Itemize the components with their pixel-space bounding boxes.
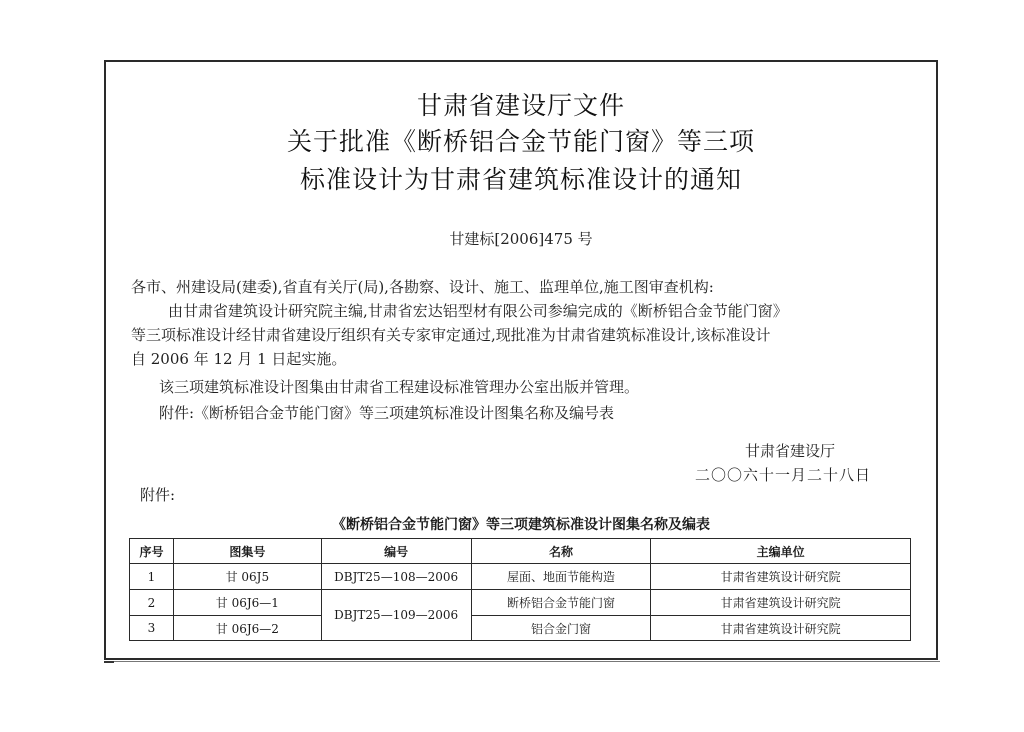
cell-code: DBJT25—108—2006 <box>321 564 471 590</box>
cell-name: 铝合金门窗 <box>471 616 651 641</box>
attachment-note: 附件:《断桥铝合金节能门窗》等三项建筑标准设计图集名称及编号表 <box>159 404 615 422</box>
cell-atlas: 甘 06J6—2 <box>173 616 321 641</box>
addressee: 各市、州建设局(建委),省直有关厅(局),各勘察、设计、施工、监理单位,施工图审查机构: <box>131 278 714 296</box>
table-row <box>130 616 911 641</box>
table-header-row <box>130 539 911 564</box>
page-bottom-rule <box>104 661 940 662</box>
attachment-label: 附件: <box>140 486 176 504</box>
signature-org: 甘肃省建设厅 <box>745 442 836 460</box>
column-header-no: 序号 <box>130 539 174 564</box>
cell-name: 断桥铝合金节能门窗 <box>471 590 651 616</box>
column-header-name: 名称 <box>471 539 651 564</box>
paragraph-2: 该三项建筑标准设计图集由甘肃省工程建设标准管理办公室出版并管理。 <box>159 378 640 396</box>
cell-atlas: 甘 06J6—1 <box>173 590 321 616</box>
title-issuer: 甘肃省建设厅文件 <box>416 91 625 120</box>
cell-code-merged: DBJT25—109—2006 <box>321 590 471 641</box>
title-line-3: 标准设计为甘肃省建筑标准设计的通知 <box>299 165 742 194</box>
column-header-code: 编号 <box>321 539 471 564</box>
paragraph-1-line-3: 自 2006 年 12 月 1 日起实施。 <box>131 350 347 368</box>
cell-atlas: 甘 06J5 <box>173 564 321 590</box>
signature-date: 二〇〇六十一月二十八日 <box>695 466 872 484</box>
title-line-2: 关于批准《断桥铝合金节能门窗》等三项 <box>286 127 755 156</box>
cell-no: 1 <box>130 564 174 590</box>
cell-unit: 甘肃省建筑设计研究院 <box>651 616 911 641</box>
atlas-table <box>129 538 911 641</box>
cell-unit: 甘肃省建筑设计研究院 <box>651 590 911 616</box>
table-title: 《断桥铝合金节能门窗》等三项建筑标准设计图集名称及编表 <box>332 517 710 533</box>
table-row <box>130 564 911 590</box>
paragraph-1-line-2: 等三项标准设计经甘肃省建设厅组织有关专家审定通过,现批准为甘肃省建筑标准设计,该标准设计 <box>131 326 771 344</box>
cell-name: 屋面、地面节能构造 <box>471 564 651 590</box>
cell-no: 2 <box>130 590 174 616</box>
table-row <box>130 590 911 616</box>
paragraph-1-line-1: 由甘肃省建筑设计研究院主编,甘肃省宏达铝型材有限公司参编完成的《断桥铝合金节能门窗》 <box>168 302 788 320</box>
document-number: 甘建标[2006]475 号 <box>449 230 593 248</box>
cell-no: 3 <box>130 616 174 641</box>
cell-unit: 甘肃省建筑设计研究院 <box>651 564 911 590</box>
column-header-unit: 主编单位 <box>651 539 911 564</box>
column-header-atlas: 图集号 <box>173 539 321 564</box>
page-edge-mark <box>104 661 114 663</box>
